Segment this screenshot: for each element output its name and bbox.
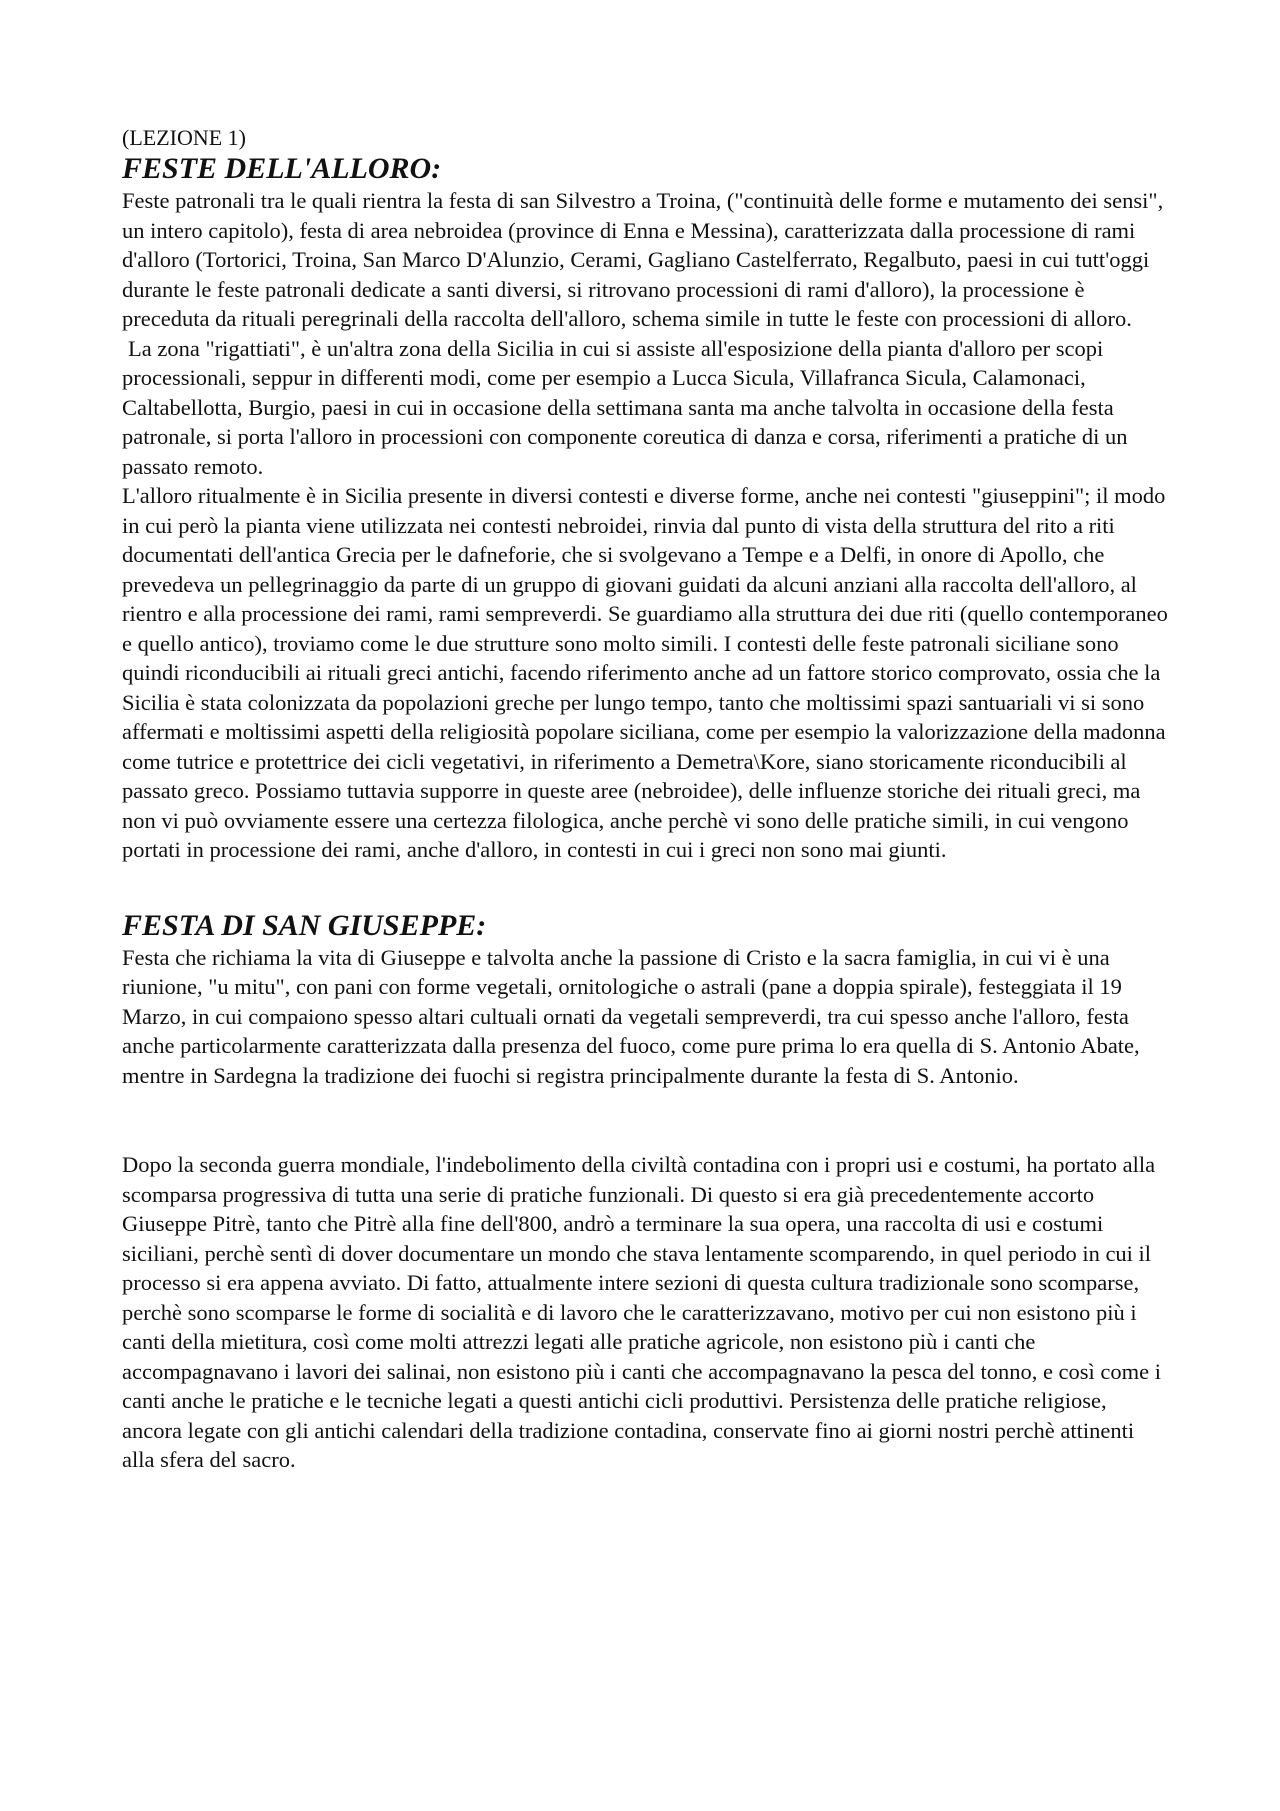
paragraph-feste-patronali: Feste patronali tra le quali rientra la festa di san Silvestro a Troina, ("continuità delle forme e mutamento dei sensi", un intero capitolo), festa di area nebroidea (province di Enna e Messina), caratterizzata dalla processione di rami d'alloro (Tortorici, Troina, San Marco D'Alunzio, Cerami, Gagliano Castelferrato, Regalbuto, paesi in cui tutt'oggi durante le feste patronali dedicate a santi diversi, si ritrovano processioni di rami d'alloro), la processione è preceduta da rituali peregrinali della raccolta dell'alloro, schema simile in tutte le feste con processioni di alloro. (122, 188, 1164, 331)
document-body (122, 124, 1172, 1475)
section-title-san-giuseppe: FESTA DI SAN GIUSEPPE: (122, 908, 487, 942)
paragraph-festa-san-giuseppe: Festa che richiama la vita di Giuseppe e talvolta anche la passione di Cristo e la sacra famiglia, in cui vi è una riunione, "u mitu", con pani con forme vegetali, ornitologiche o astrali (pane a doppia spirale), festeggiata il 19 Marzo, in cui compaiono spesso altari cultuali ornati da vegetali sempreverdi, tra cui spesso anche l'alloro, festa anche particolarmente caratterizzata dalla presenza del fuoco, come pure prima lo era quella di S. Antonio Abate, mentre in Sardegna la tradizione dei fuochi si registra principalmente durante la festa di S. Antonio. (122, 944, 1140, 1088)
paragraph-zona-rigattiati: La zona "rigattiati", è un'altra zona della Sicilia in cui si assiste all'esposizione della pianta d'alloro per scopi processionali, seppur in differenti modi, come per esempio a Lucca Sicula, Villafranca Sicula, Calamonaci, Caltabellotta, Burgio, paesi in cui in occasione della settimana santa ma anche talvolta in occasione della festa patronale, si porta l'alloro in processioni con componente coreutica di danza e corsa, riferimenti a pratiche di un passato remoto. (122, 335, 1128, 479)
lesson-label: (LEZIONE 1) (122, 125, 247, 150)
section-title-feste-alloro: FESTE DELL'ALLORO: (122, 152, 442, 185)
paragraph-seconda-guerra: Dopo la seconda guerra mondiale, l'indebolimento della civiltà contadina con i propri usi e costumi, ha portato alla scomparsa progressiva di tutta una serie di pratiche funzionali. Di questo si era già precedentemente accorto Giuseppe Pitrè, tanto che Pitrè alla fine dell'800, andrò a terminare la sua opera, una raccolta di usi e costumi siciliani, perchè sentì di dover documentare un mondo che stava lentamente scomparendo, in quel periodo in cui il processo si era appena avviato. Di fatto, attualmente intere sezioni di questa cultura tradizionale sono scomparse, perchè sono scomparse le forme di socialità e di lavoro che le caratterizzavano, motivo per cui non esistono più i canti della mietitura, così come molti attrezzi legati alle pratiche agricole, non esistono più i canti che accompagnavano i lavori dei salinai, non esistono più i canti che accompagnavano la pesca del tonno, e così come i canti anche le pratiche e le tecniche legati a questi antichi cicli produttivi. Persistenza delle pratiche religiose, ancora legate con gli antichi calendari della tradizione contadina, conservate fino ai giorni nostri perchè attinenti alla sfera del sacro. (122, 1152, 1162, 1472)
section-spacer (122, 1090, 1172, 1150)
paragraph-alloro-ritualmente: L'alloro ritualmente è in Sicilia presente in diversi contesti e diverse forme, anche nei contesti "giuseppini"; il modo in cui però la pianta viene utilizzata nei contesti nebroidei, rinvia dal punto di vista della struttura del rito a riti documentati dell'antica Grecia per le dafneforie, che si svolgevano a Tempe e a Delfi, in onore di Apollo, che prevedeva un pellegrinaggio da parte di un gruppo di giovani guidati da alcuni anziani alla raccolta dell'alloro, al rientro e alla processione dei rami, rami sempreverdi. Se guardiamo alla struttura dei due riti (quello contemporaneo e quello antico), troviamo come le due strutture sono molto simili. I contesti delle feste patronali siciliane sono quindi riconducibili ai rituali greci antichi, facendo riferimento anche ad un fattore storico comprovato, ossia che la Sicilia è stata colonizzata da popolazioni greche per lungo tempo, tanto che moltissimi spazi santuariali vi si sono affermati e moltissimi aspetti della religiosità popolare siciliana, come per esempio la valorizzazione della madonna come tutrice e protettrice dei cicli vegetativi, in riferimento a Demetra\Kore, siano storicamente riconducibili al passato greco. Possiamo tuttavia supporre in queste aree (nebroidee), delle influenze storiche dei rituali greci, ma non vi può ovviamente essere una certezza filologica, anche perchè vi sono delle pratiche simili, in cui vengono portati in processione dei rami, anche d'alloro, in contesti in cui i greci non sono mai giunti. (122, 483, 1168, 862)
